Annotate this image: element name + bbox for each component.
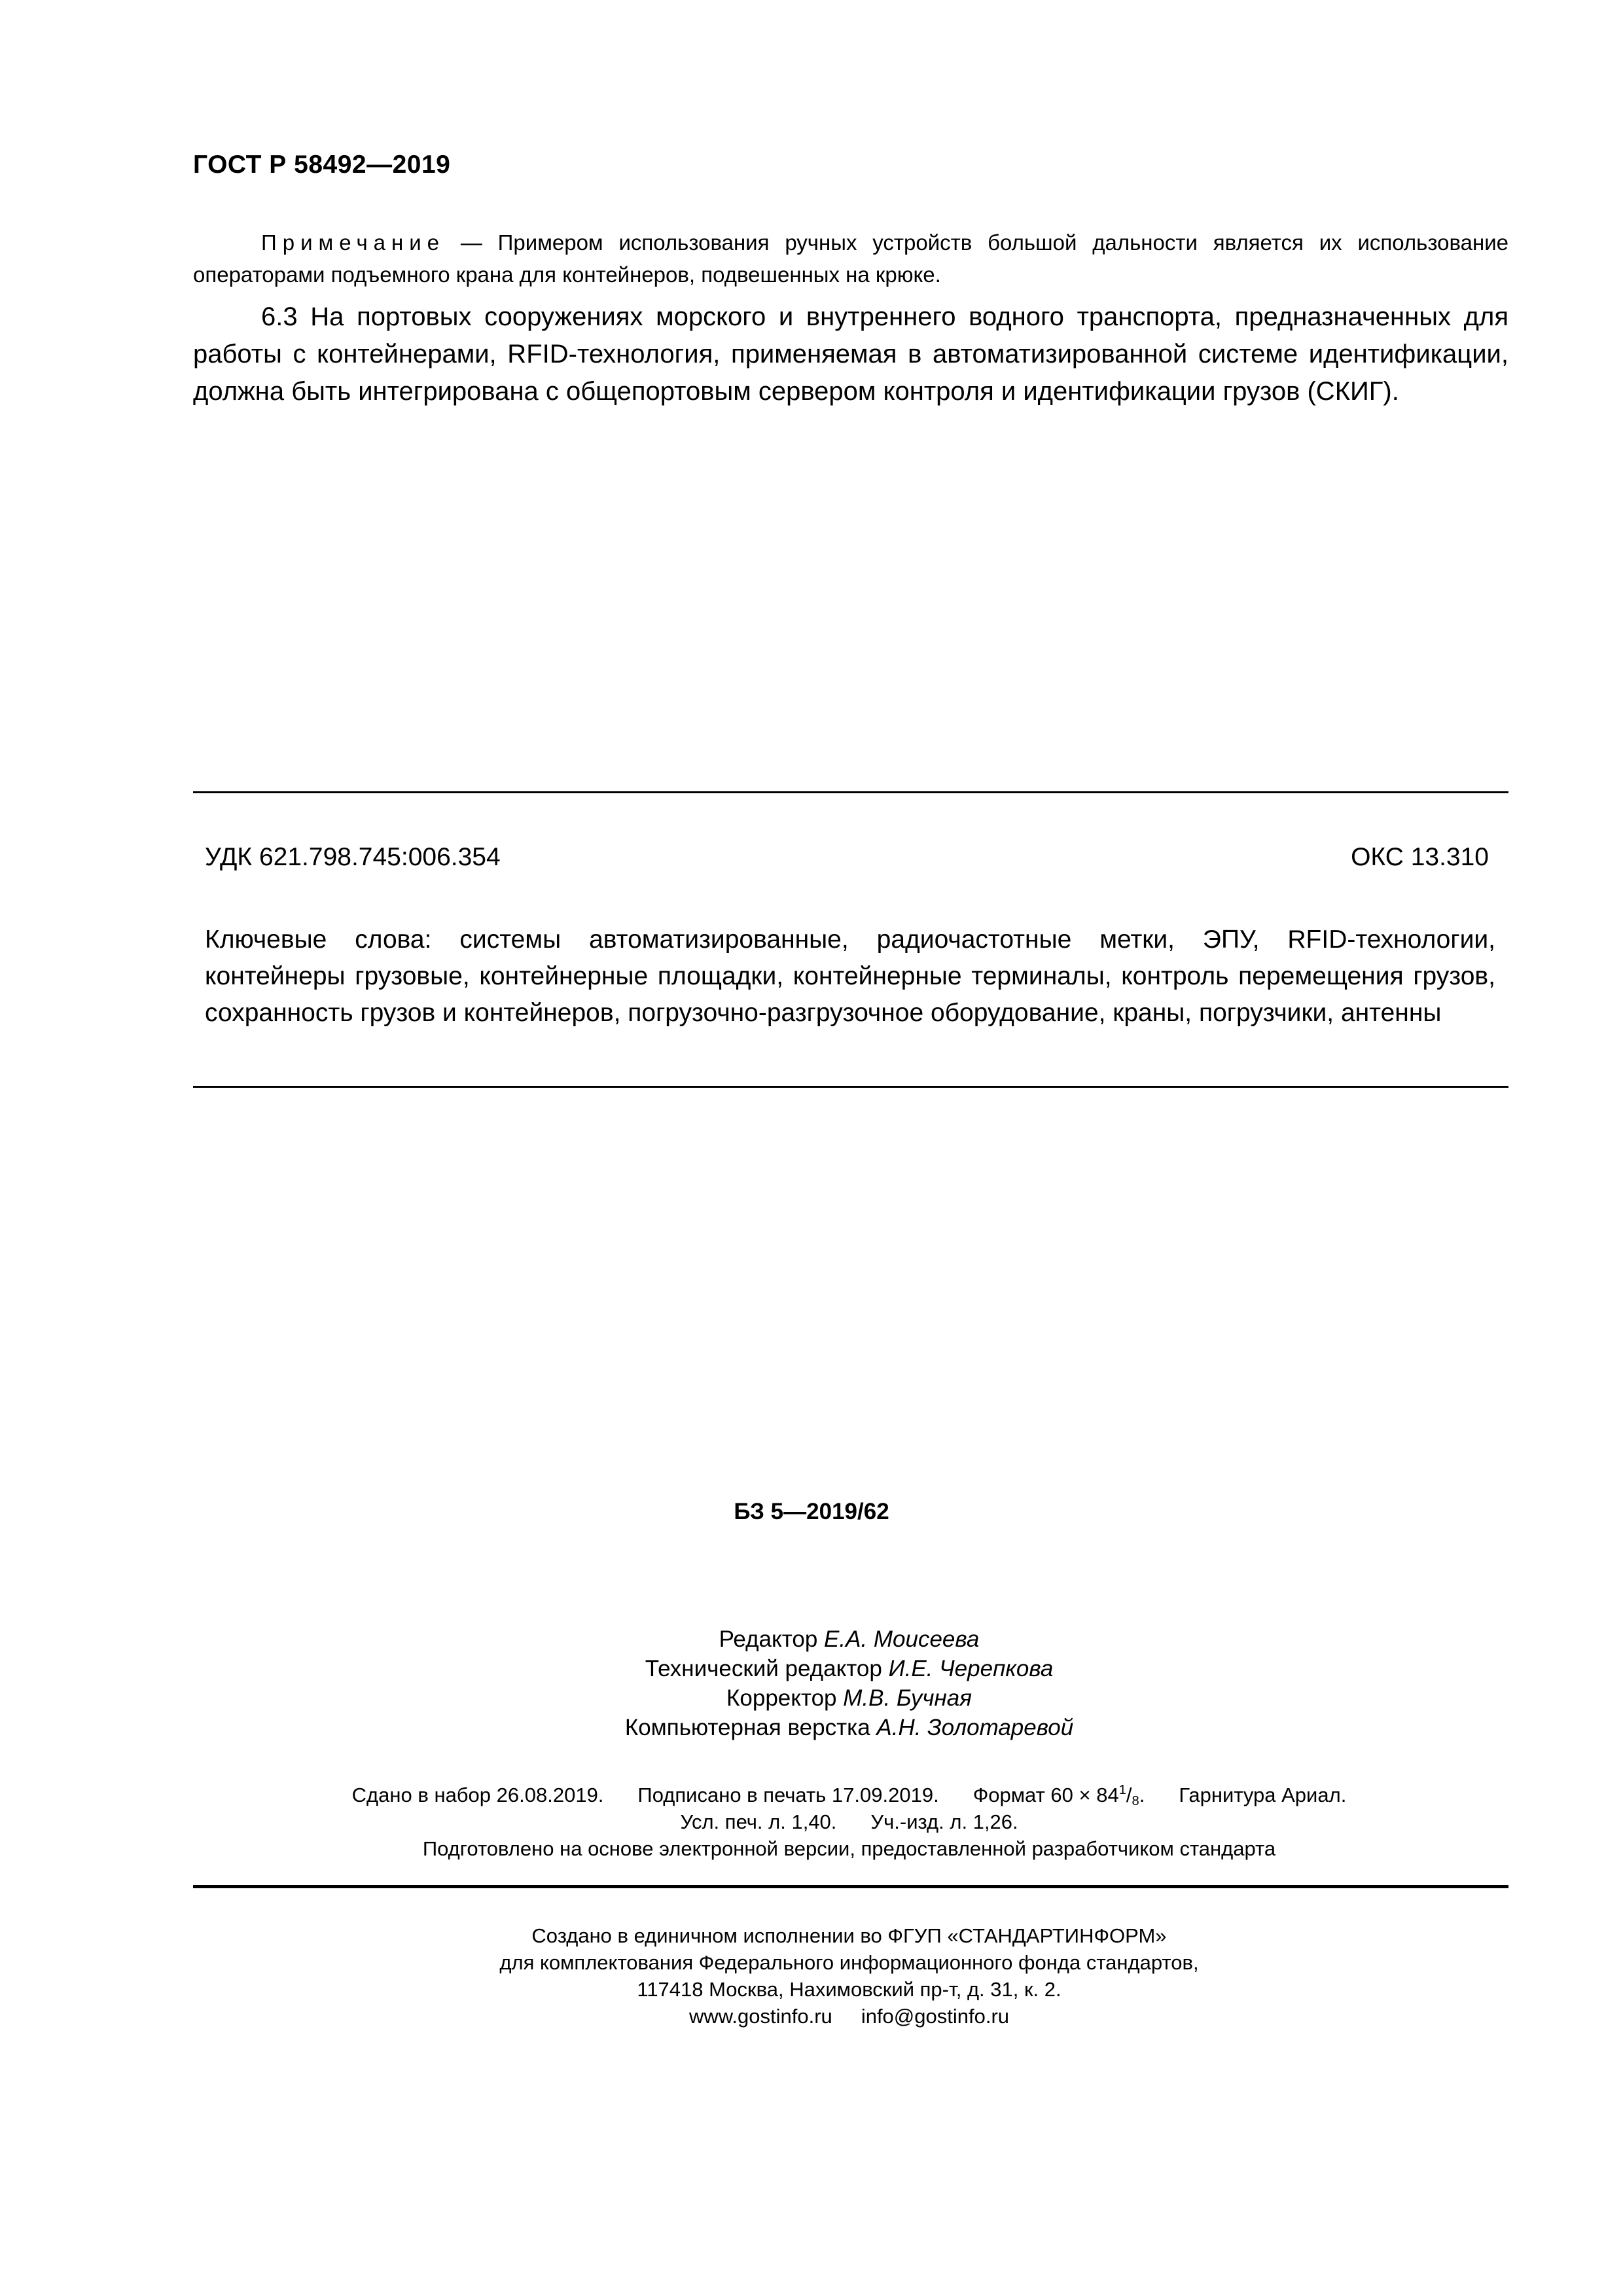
divider-footer (193, 1885, 1508, 1888)
credit-person: Е.А. Моисеева (824, 1626, 980, 1652)
credit-role: Корректор (726, 1685, 844, 1711)
oks-code: ОКС 13.310 (1351, 843, 1489, 871)
keywords-text: системы автоматизированные, радиочастотные метки, ЭПУ, RFID-технологии, контейнеры грузовые, контейнерные площадки, контейнерные терминалы, контроль перемещения грузов, сохранность грузов и контейнеров, погрузочно-разгрузочное оборудование, краны, погрузчики, антенны (205, 925, 1495, 1027)
footer-line-1: Создано в единичном исполнении во ФГУП «СТАНДАРТИНФОРМ» (531, 1924, 1167, 1947)
credit-layout (0, 1713, 1623, 1742)
format-prefix: Формат 60 × 84 (972, 1784, 1119, 1806)
credit-person: М.В. Бучная (843, 1685, 972, 1711)
credit-role: Редактор (719, 1626, 825, 1652)
pubinfo-line-2 (0, 1808, 1623, 1835)
note-text: — Примером использования ручных устройств большой дальности является их использование операторами подъемного крана для контейнеров, подвешенных на крюке. (193, 230, 1508, 287)
keywords-label: Ключевые слова: (205, 925, 460, 954)
submitted-date: Сдано в набор 26.08.2019. (351, 1784, 604, 1806)
note-label: Примечание (261, 230, 446, 255)
website-link[interactable]: www.gostinfo.ru (688, 2005, 832, 2028)
credit-role: Компьютерная верстка (624, 1715, 877, 1740)
signed-date: Подписано в печать 17.09.2019. (637, 1784, 939, 1806)
pubinfo-line-3: Подготовлено на основе электронной версии, предоставленной разработчиком стандарта (422, 1837, 1276, 1860)
divider-bottom (193, 1086, 1508, 1088)
credits-block (0, 1624, 1623, 1742)
section-text: На портовых сооружениях морского и внутреннего водного транспорта, предназначенных для работы с контейнерами, RFID-технология, применяемая в автоматизированной системе идентификации, должна быть интегрирована с общепортовым сервером контроля и идентификации грузов (СКИГ). (193, 302, 1508, 406)
note-paragraph (193, 226, 1508, 291)
print-sheets: Усл. печ. л. 1,40. (680, 1810, 837, 1833)
credit-tech-editor (0, 1654, 1623, 1683)
pubinfo-line-1 (0, 1782, 1623, 1808)
credit-person: А.Н. Золотаревой (876, 1715, 1074, 1740)
divider-top (193, 791, 1508, 793)
keywords-paragraph (205, 922, 1495, 1031)
footer-line-3: 117418 Москва, Нахимовский пр-т, д. 31, к. 2. (637, 1978, 1061, 2001)
footer-line-2: для комплектования Федерального информационного фонда стандартов, (499, 1951, 1199, 1974)
publisher-sheets: Уч.-изд. л. 1,26. (870, 1810, 1018, 1833)
standard-header: ГОСТ Р 58492—2019 (193, 151, 451, 179)
typeface: Гарнитура Ариал. (1179, 1784, 1347, 1806)
bz-number: БЗ 5—2019/62 (734, 1499, 889, 1524)
credit-editor (0, 1624, 1623, 1654)
publisher-footer (0, 1922, 1623, 2030)
credit-role: Технический редактор (645, 1656, 889, 1681)
section-number: 6.3 (261, 302, 298, 331)
credit-proofreader (0, 1683, 1623, 1713)
credit-person: И.Е. Черепкова (888, 1656, 1054, 1681)
paper-format: Формат $60 \times 84^1/_8$. (972, 1782, 1145, 1809)
format-sub: 8 (1132, 1794, 1139, 1809)
udk-code: УДК 621.798.745:006.354 (205, 843, 501, 871)
format-suffix: . (1139, 1784, 1145, 1806)
email-link[interactable]: info@gostinfo.ru (861, 2005, 1010, 2028)
format-sup: 1 (1118, 1782, 1126, 1797)
footer-contacts (0, 2003, 1623, 2030)
section-6-3-paragraph (193, 298, 1508, 410)
publication-info (0, 1782, 1623, 1862)
